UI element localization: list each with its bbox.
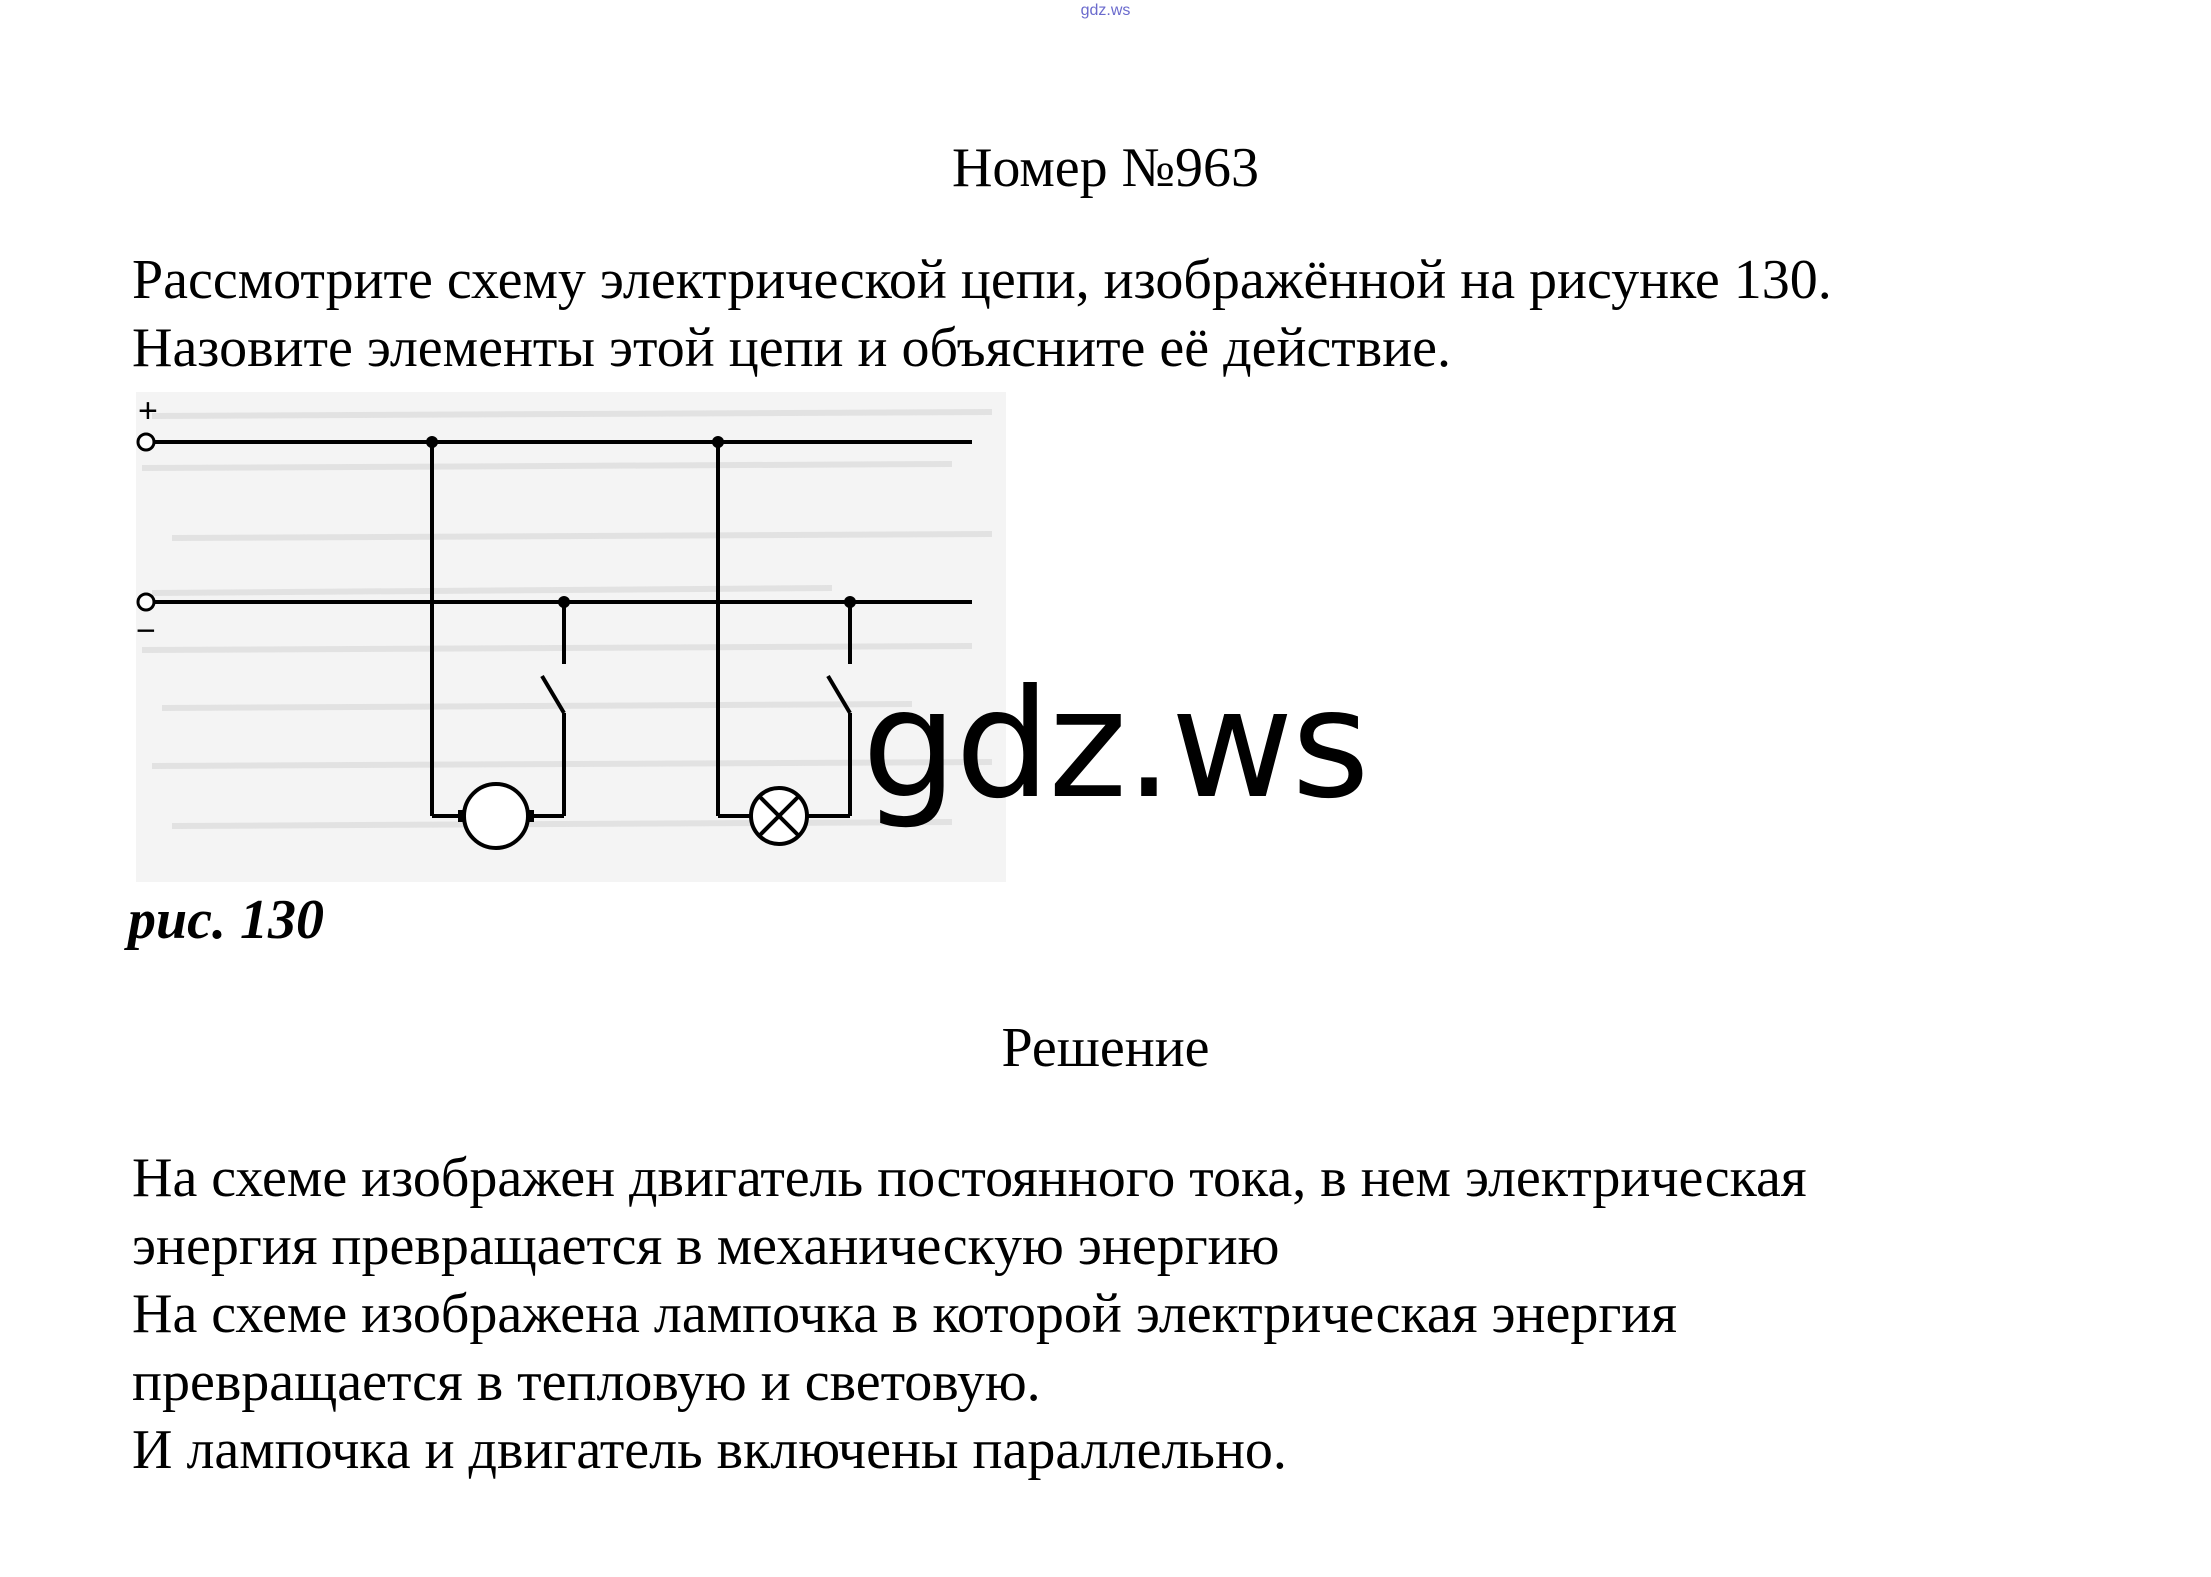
minus-label: − <box>136 612 156 650</box>
task-line: Назовите элементы этой цепи и объясните её действие. <box>132 317 1452 379</box>
solution-line: На схеме изображен двигатель постоянного тока, в нем электрическая <box>132 1147 1807 1209</box>
page-title: Номер №963 <box>951 137 1260 199</box>
plus-label: + <box>138 392 158 430</box>
task-text <box>132 246 2132 382</box>
task-line: Рассмотрите схему электрической цепи, изображённой на рисунке 130. <box>132 249 1832 311</box>
solution-text <box>132 1144 2132 1484</box>
motor-icon <box>464 784 528 848</box>
solution-line: И лампочка и двигатель включены параллельно. <box>132 1419 1287 1481</box>
solution-line: энергия превращается в механическую энергию <box>132 1215 1280 1277</box>
watermark: gdz.ws <box>862 658 1368 832</box>
solution-line: превращается в тепловую и световую. <box>132 1351 1041 1413</box>
lamp-icon <box>751 788 807 844</box>
solution-title: Решение <box>1001 1017 1210 1079</box>
minus-terminal <box>138 594 154 610</box>
site-mark: gdz.ws <box>1080 2 1131 19</box>
figure-caption: рис. 130 <box>128 889 324 951</box>
plus-terminal <box>138 434 154 450</box>
solution-line: На схеме изображена лампочка в которой электрическая энергия <box>132 1283 1678 1345</box>
